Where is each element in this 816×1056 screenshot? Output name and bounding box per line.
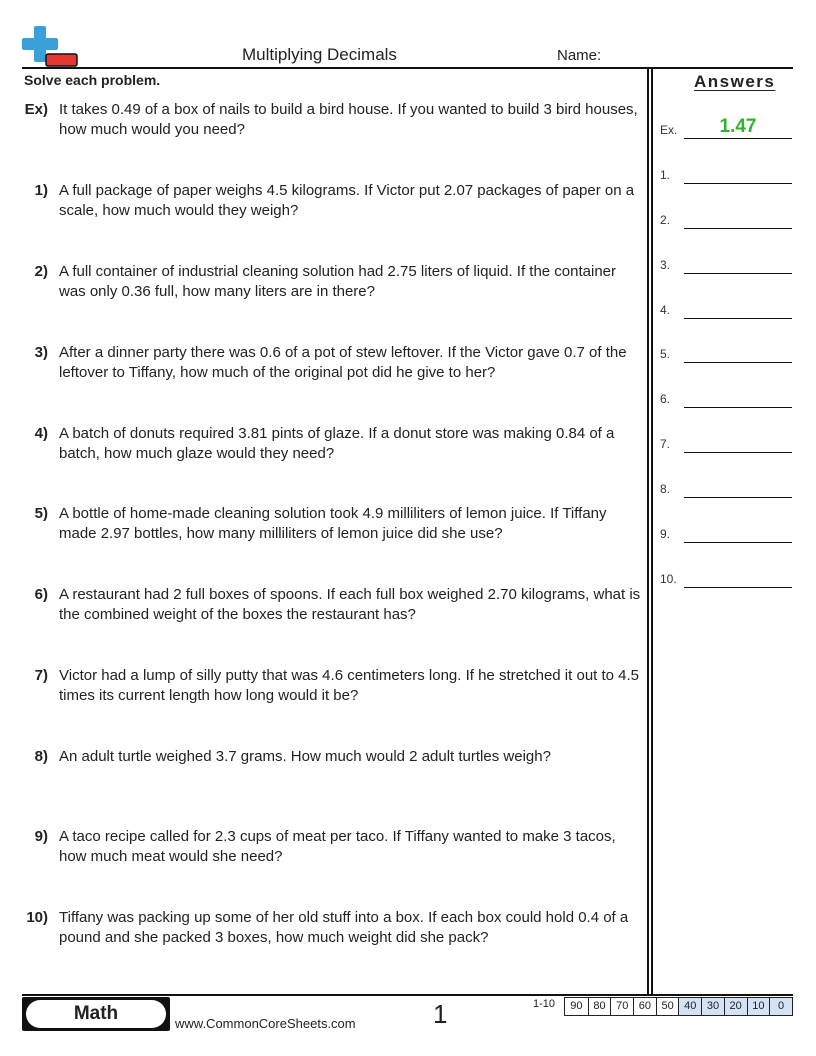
- answer-label: Ex.: [660, 123, 678, 137]
- answer-value: 1.47: [719, 116, 757, 137]
- answer-label: 8.: [660, 482, 671, 496]
- problem-number: 7): [34, 667, 48, 684]
- answer-line: [684, 228, 792, 229]
- answer-line: [684, 542, 792, 543]
- answer-label: 9.: [660, 527, 671, 541]
- answer-label: 7.: [660, 437, 671, 451]
- answer-label: 2.: [660, 213, 671, 227]
- name-label: Name:: [557, 47, 602, 64]
- answer-row-5[interactable]: [660, 343, 792, 363]
- answer-row-6[interactable]: [660, 388, 792, 408]
- problem-text: A bottle of home-made cleaning solution took 4.9 milliliters of lemon juice. If Tiffany made 2.97 bottles, how many milliliters of lemon juice did she use?: [59, 505, 607, 542]
- score-cell: 40: [678, 998, 701, 1015]
- answer-row-8[interactable]: [660, 478, 792, 498]
- answer-row-7[interactable]: [660, 433, 792, 453]
- score-cell: 0: [769, 998, 792, 1015]
- problem-number: 1): [34, 182, 48, 199]
- score-cell: 70: [610, 998, 633, 1015]
- score-cell: 20: [724, 998, 747, 1015]
- score-cell: 50: [656, 998, 679, 1015]
- answer-line: [684, 273, 792, 274]
- plus-minus-logo-icon: [22, 24, 78, 68]
- answer-line: [684, 362, 792, 363]
- answer-row-1[interactable]: [660, 164, 792, 184]
- answers-heading: Answers: [694, 72, 776, 91]
- problem-text: A taco recipe called for 2.3 cups of meat per taco. If Tiffany wanted to make 3 tacos, how much meat would she need?: [59, 828, 616, 865]
- answer-line: [684, 183, 792, 184]
- page-title: Multiplying Decimals: [242, 45, 397, 64]
- problem-number: 4): [34, 425, 48, 442]
- problem-number: 9): [34, 828, 48, 845]
- answer-row-2[interactable]: [660, 209, 792, 229]
- answer-line: [684, 407, 792, 408]
- problem-text: An adult turtle weighed 3.7 grams. How much would 2 adult turtles weigh?: [59, 748, 551, 765]
- score-cell: 90: [570, 1000, 583, 1012]
- problem-number: 2): [34, 263, 48, 280]
- answer-row-9[interactable]: [660, 523, 792, 543]
- score-cell: 10: [747, 998, 770, 1015]
- answer-line: [684, 452, 792, 453]
- header-rule: [22, 67, 793, 69]
- instructions: Solve each problem.: [24, 72, 161, 88]
- answer-line: [684, 497, 792, 498]
- footer-rule: [22, 994, 793, 996]
- problem-text: A batch of donuts required 3.81 pints of glaze. If a donut store was making 0.84 of a batch, how much glaze would they need?: [59, 425, 615, 462]
- score-cell: 30: [701, 998, 724, 1015]
- problem-number: 5): [34, 505, 48, 522]
- answer-label: 5.: [660, 347, 671, 361]
- answer-row-example: [660, 116, 792, 139]
- problem-text: It takes 0.49 of a box of nails to build a bird house. If you wanted to build 3 bird houses, how much would you need?: [59, 101, 638, 138]
- answer-row-3[interactable]: [660, 254, 792, 274]
- answer-label: 3.: [660, 258, 671, 272]
- answer-label: 6.: [660, 392, 671, 406]
- problem-text: Victor had a lump of silly putty that was 4.6 centimeters long. If he stretched it out to 4.5 times its current length how long would it be?: [59, 667, 640, 704]
- problem-text: A restaurant had 2 full boxes of spoons. If each full box weighed 2.70 kilograms, what is the combined weight of the boxes the restaurant has?: [59, 586, 641, 623]
- answer-label: 10.: [660, 572, 677, 586]
- answer-label: 4.: [660, 303, 671, 317]
- problem-number: 6): [34, 586, 48, 603]
- problem-text: Tiffany was packing up some of her old stuff into a box. If each box could hold 0.4 of a pound and she packed 3 boxes, how much weight did she pack?: [59, 909, 629, 946]
- problem-text: A full package of paper weighs 4.5 kilograms. If Victor put 2.07 packages of paper on a scale, how much would they weigh?: [59, 182, 635, 219]
- score-table: [564, 997, 793, 1016]
- answer-line: [684, 587, 792, 588]
- problem-number: Ex): [24, 101, 48, 118]
- score-cell: 60: [633, 998, 656, 1015]
- answer-line: [684, 138, 792, 139]
- answer-row-10[interactable]: [660, 568, 792, 588]
- subject-badge-label: Math: [26, 1000, 166, 1028]
- website-link[interactable]: www.CommonCoreSheets.com: [175, 1016, 356, 1031]
- answer-label: 1.: [660, 168, 671, 182]
- answer-row-4[interactable]: [660, 299, 792, 319]
- score-cell: 80: [588, 998, 611, 1015]
- problem-text: After a dinner party there was 0.6 of a pot of stew leftover. If the Victor gave 0.7 of the leftover to Tiffany, how much of the original pot did he give to her?: [59, 344, 627, 381]
- problem-text: A full container of industrial cleaning solution had 2.75 liters of liquid. If the container was only 0.36 full, how many liters are in there?: [59, 263, 617, 300]
- column-divider: [647, 69, 653, 995]
- page-number: 1: [433, 999, 448, 1029]
- answer-line: [684, 318, 792, 319]
- problem-number: 10): [26, 909, 48, 926]
- score-range-label: 1-10: [533, 998, 556, 1010]
- problem-number: 3): [34, 344, 48, 361]
- problem-number: 8): [34, 748, 48, 765]
